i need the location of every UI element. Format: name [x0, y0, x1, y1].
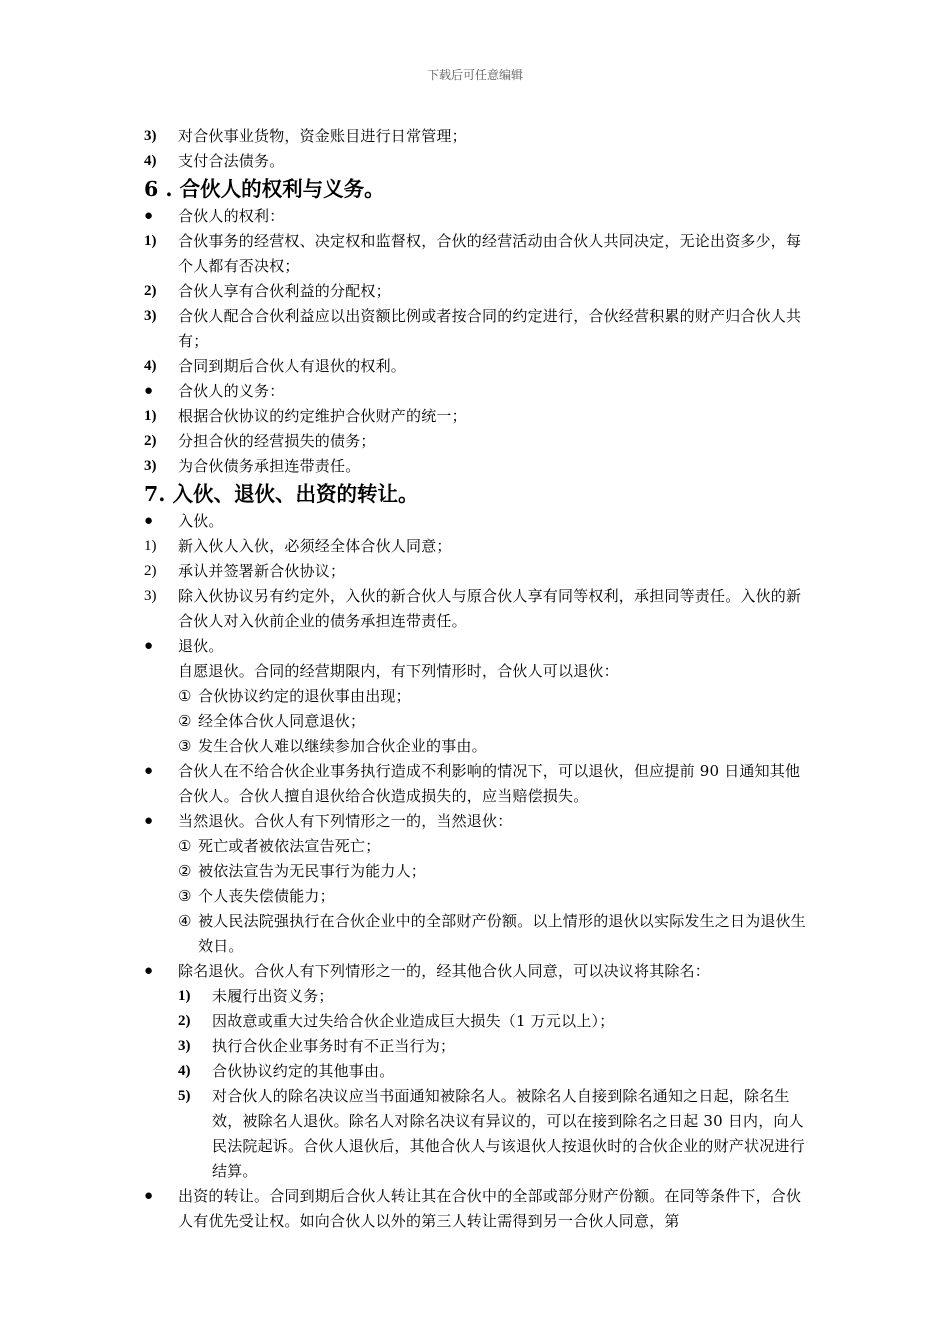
list-number: 1)	[144, 233, 157, 249]
bullet-marker: ●	[144, 208, 154, 224]
bullet-marker: ●	[144, 763, 154, 779]
bullet-marker: ●	[144, 638, 154, 654]
list-item-text: 合伙人在不给合伙企业事务执行造成不利影响的情况下，可以退伙，但应提前 90 日通知其他合伙人。合伙人擅自退伙给合伙造成损失的，应当赔偿损失。	[178, 762, 801, 805]
bullet-item	[144, 809, 812, 834]
list-item-text: 合伙人的义务：	[178, 382, 285, 400]
section-heading: 7. 入伙、退伙、出资的转让。	[144, 482, 419, 506]
list-number: 4)	[144, 358, 157, 374]
list-number: 1)	[144, 408, 157, 424]
bullet-item	[144, 379, 812, 404]
list-number: 3)	[144, 308, 157, 324]
list-item-text: 合同到期后合伙人有退伙的权利。	[178, 357, 407, 375]
list-item-text: 因故意或重大过失给合伙企业造成巨大损失（1 万元以上）；	[212, 1012, 615, 1030]
bullet-item	[144, 959, 812, 984]
list-item-text: 出资的转让。合同到期后合伙人转让其在合伙中的全部或部分财产份额。在同等条件下，合伙人有优先受让权。如向合伙人以外的第三人转让需得到另一合伙人同意，第	[178, 1187, 802, 1230]
sub-list-item	[144, 1059, 812, 1084]
circled-list-item	[144, 859, 812, 884]
paragraph: 自愿退伙。合同的经营期限内，有下列情形时，合伙人可以退伙：	[178, 662, 619, 680]
list-item-text: 承认并签署新合伙协议；	[178, 562, 346, 580]
numbered-item	[144, 279, 812, 304]
list-item-text: 合伙协议约定的退伙事由出现；	[198, 687, 411, 705]
numbered-item	[144, 229, 812, 279]
list-number: 3)	[178, 1038, 191, 1054]
list-item-text: 合伙人的权利：	[178, 207, 285, 225]
bullet-item	[144, 509, 812, 534]
list-number: 3)	[144, 128, 157, 144]
list-item-text: 执行合伙企业事务时有不正当行为；	[212, 1037, 456, 1055]
sub-list-item	[144, 1034, 812, 1059]
sub-list-item	[144, 984, 812, 1009]
numbered-item	[144, 304, 812, 354]
circled-number: ①	[178, 837, 192, 855]
bullet-item	[144, 634, 812, 659]
list-item-text: 合伙人配合合伙利益应以出资额比例或者按合同的约定进行，合伙经营积累的财产归合伙人共有；	[178, 307, 802, 350]
bullet-marker: ●	[144, 1188, 154, 1204]
section-heading: 6 . 合伙人的权利与义务。	[144, 177, 385, 201]
list-item-text: 未履行出资义务；	[212, 987, 334, 1005]
list-number: 2)	[144, 283, 157, 299]
list-item-text: 支付合法债务。	[178, 152, 285, 170]
circled-list-item	[144, 909, 812, 959]
list-item-text: 经全体合伙人同意退伙；	[198, 712, 366, 730]
list-number: 1)	[178, 988, 191, 1004]
list-item-text: 被人民法院强执行在合伙企业中的全部财产份额。以上情形的退伙以实际发生之日为退伙生效日。	[198, 912, 807, 955]
numbered-item	[144, 429, 812, 454]
list-item-text: 退伙。	[178, 637, 224, 655]
circled-list-item	[144, 884, 812, 909]
list-item-text: 分担合伙的经营损失的债务；	[178, 432, 376, 450]
document-body	[144, 124, 812, 1234]
list-item-text: 合伙事务的经营权、决定权和监督权，合伙的经营活动由合伙人共同决定，无论出资多少，每个人都有否决权；	[178, 232, 802, 275]
list-item-text: 除入伙协议另有约定外，入伙的新合伙人与原合伙人享有同等权利，承担同等责任。入伙的新合伙人对入伙前企业的债务承担连带责任。	[178, 587, 802, 630]
list-number: 2)	[144, 433, 157, 449]
circled-number: ④	[178, 912, 192, 930]
list-number: 2)	[178, 1013, 191, 1029]
bullet-marker: ●	[144, 513, 154, 529]
list-number: 2)	[144, 563, 157, 579]
bullet-marker: ●	[144, 813, 154, 829]
list-number: 4)	[178, 1063, 191, 1079]
list-item-text: 个人丧失偿债能力；	[198, 887, 335, 905]
sub-list-item	[144, 1084, 812, 1184]
list-item-text: 根据合伙协议的约定维护合伙财产的统一；	[178, 407, 467, 425]
list-number: 3)	[144, 588, 157, 604]
circled-number: ①	[178, 687, 192, 705]
list-item-text: 合伙人享有合伙利益的分配权；	[178, 282, 391, 300]
list-number: 4)	[144, 153, 157, 169]
list-item-text: 死亡或者被依法宣告死亡；	[198, 837, 381, 855]
circled-number: ②	[178, 862, 192, 880]
list-item-text: 发生合伙人难以继续参加合伙企业的事由。	[198, 737, 487, 755]
numbered-item	[144, 404, 812, 429]
numbered-item	[144, 354, 812, 379]
circled-list-item	[144, 834, 812, 859]
list-item-text: 对合伙人的除名决议应当书面通知被除名人。被除名人自接到除名通知之日起，除名生效，被除名人退伙。除名人对除名决议有异议的，可以在接到除名之日起 30 日内，向人民法院起诉。合伙人退伙后，其他合伙人与该退伙人按退伙时的合伙企业的财产状况进行结算。	[212, 1087, 805, 1180]
numbered-item	[144, 584, 812, 634]
list-number: 1)	[144, 538, 157, 554]
sub-list-item	[144, 1009, 812, 1034]
numbered-item	[144, 559, 812, 584]
list-item-text: 为合伙债务承担连带责任。	[178, 457, 361, 475]
circled-list-item	[144, 734, 812, 759]
list-item-text: 新入伙人入伙，必须经全体合伙人同意；	[178, 537, 452, 555]
numbered-item	[144, 124, 812, 149]
list-number: 5)	[178, 1088, 191, 1104]
numbered-item	[144, 454, 812, 479]
list-item-text: 对合伙事业货物，资金账目进行日常管理；	[178, 127, 467, 145]
numbered-item	[144, 534, 812, 559]
circled-list-item	[144, 709, 812, 734]
list-item-text: 合伙协议约定的其他事由。	[212, 1062, 395, 1080]
list-item-text: 入伙。	[178, 512, 224, 530]
bullet-item	[144, 759, 812, 809]
bullet-item	[144, 1184, 812, 1234]
circled-number: ②	[178, 712, 192, 730]
list-item-text: 除名退伙。合伙人有下列情形之一的，经其他合伙人同意，可以决议将其除名：	[178, 962, 711, 980]
circled-list-item	[144, 684, 812, 709]
circled-number: ③	[178, 887, 192, 905]
list-item-text: 被依法宣告为无民事行为能力人；	[198, 862, 427, 880]
page-header: 下载后可任意编辑	[426, 68, 523, 82]
numbered-item	[144, 149, 812, 174]
bullet-marker: ●	[144, 383, 154, 399]
list-number: 3)	[144, 458, 157, 474]
list-item-text: 当然退伙。合伙人有下列情形之一的，当然退伙：	[178, 812, 513, 830]
circled-number: ③	[178, 737, 192, 755]
bullet-item	[144, 204, 812, 229]
bullet-marker: ●	[144, 963, 154, 979]
